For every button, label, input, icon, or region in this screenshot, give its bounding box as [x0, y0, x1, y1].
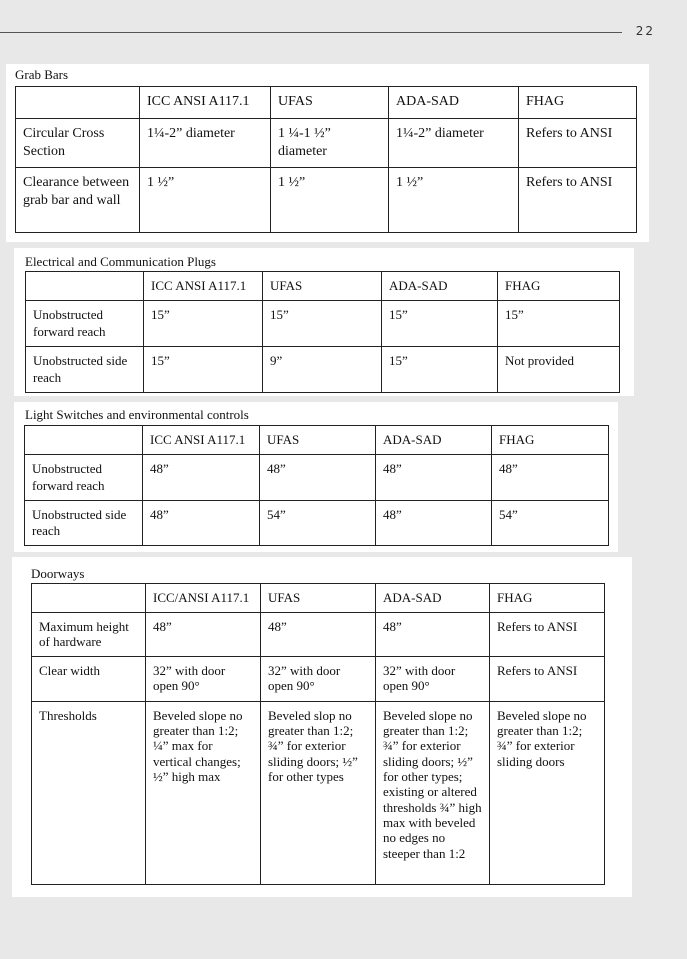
- header-cell: ADA-SAD: [389, 87, 519, 119]
- header-cell: ICC ANSI A117.1: [143, 426, 260, 455]
- row-label: Clear width: [32, 656, 146, 701]
- table-cell: 15”: [144, 301, 263, 347]
- table-cell: 32” with door open 90°: [376, 656, 490, 701]
- header-cell: [32, 584, 146, 613]
- header-cell: FHAG: [498, 272, 620, 301]
- table-cell: Refers to ANSI: [490, 656, 605, 701]
- light-switches-table: [24, 425, 609, 546]
- header-cell: ADA-SAD: [376, 426, 492, 455]
- row-label: Unobstructed forward reach: [25, 455, 143, 501]
- row-label: Unobstructed side reach: [25, 500, 143, 546]
- table-cell: Refers to ANSI: [490, 613, 605, 657]
- table-header-row: [32, 584, 605, 613]
- table-cell: 15”: [263, 301, 382, 347]
- table-cell: 48”: [376, 455, 492, 501]
- page-number: 22: [635, 24, 655, 38]
- header-cell: UFAS: [261, 584, 376, 613]
- table-cell: 9”: [263, 347, 382, 393]
- row-label: Circular Cross Section: [16, 119, 140, 168]
- table-row: [26, 347, 620, 393]
- header-cell: ICC ANSI A117.1: [140, 87, 271, 119]
- table-cell: 48”: [146, 613, 261, 657]
- table-row: [16, 119, 637, 168]
- table-cell: Beveled slope no greater than 1:2; ¾” for exterior sliding doors; ½” for other types; existing or altered thresholds ¾” high max with beveled no edges no steeper than 1:2: [376, 701, 490, 884]
- header-cell: ADA-SAD: [376, 584, 490, 613]
- table-header-row: [16, 87, 637, 119]
- table-row: [16, 168, 637, 233]
- table-cell: 32” with door open 90°: [261, 656, 376, 701]
- row-label: Thresholds: [32, 701, 146, 884]
- row-label: Unobstructed forward reach: [26, 301, 144, 347]
- doorways-table: [31, 583, 605, 885]
- header-cell: UFAS: [263, 272, 382, 301]
- table-cell: 15”: [382, 301, 498, 347]
- grab-bars-table: [15, 86, 637, 233]
- row-label: Unobstructed side reach: [26, 347, 144, 393]
- table-cell: Refers to ANSI: [519, 168, 637, 233]
- table-cell: Beveled slop no greater than 1:2; ¾” for exterior sliding doors; ½” for other types: [261, 701, 376, 884]
- table-cell: 48”: [143, 455, 260, 501]
- table-cell: Beveled slope no greater than 1:2; ¾” for exterior sliding doors: [490, 701, 605, 884]
- table-cell: 1 ¼-1 ½” diameter: [271, 119, 389, 168]
- header-cell: FHAG: [492, 426, 609, 455]
- row-label: Maximum height of hardware: [32, 613, 146, 657]
- table-cell: 48”: [143, 500, 260, 546]
- grab-bars-title: Grab Bars: [15, 67, 69, 82]
- doorways-title: Doorways: [31, 566, 85, 581]
- table-cell: 54”: [492, 500, 609, 546]
- header-cell: ICC/ANSI A117.1: [146, 584, 261, 613]
- electrical-plugs-title: Electrical and Communication Plugs: [25, 254, 216, 269]
- table-cell: 1 ½”: [271, 168, 389, 233]
- table-cell: 1 ½”: [389, 168, 519, 233]
- header-cell: FHAG: [490, 584, 605, 613]
- table-header-row: [26, 272, 620, 301]
- table-cell: 48”: [492, 455, 609, 501]
- row-label: Clearance between grab bar and wall: [16, 168, 140, 233]
- table-cell: 48”: [261, 613, 376, 657]
- table-cell: 15”: [144, 347, 263, 393]
- table-cell: 15”: [382, 347, 498, 393]
- table-cell: 54”: [260, 500, 376, 546]
- table-row: [32, 656, 605, 701]
- header-cell: [25, 426, 143, 455]
- header-cell: [16, 87, 140, 119]
- table-cell: 32” with door open 90°: [146, 656, 261, 701]
- table-row: [32, 701, 605, 884]
- table-row: [26, 301, 620, 347]
- table-header-row: [25, 426, 609, 455]
- table-cell: 48”: [260, 455, 376, 501]
- header-cell: UFAS: [260, 426, 376, 455]
- table-row: [32, 613, 605, 657]
- table-row: [25, 500, 609, 546]
- table-cell: 1 ½”: [140, 168, 271, 233]
- table-cell: 15”: [498, 301, 620, 347]
- light-switches-title: Light Switches and environmental controls: [25, 407, 249, 422]
- table-cell: 48”: [376, 500, 492, 546]
- header-cell: ICC ANSI A117.1: [144, 272, 263, 301]
- table-cell: Refers to ANSI: [519, 119, 637, 168]
- table-cell: 48”: [376, 613, 490, 657]
- header-cell: ADA-SAD: [382, 272, 498, 301]
- table-row: [25, 455, 609, 501]
- table-cell: Beveled slope no greater than 1:2; ¼” max for vertical changes; ½” high max: [146, 701, 261, 884]
- table-cell: Not provided: [498, 347, 620, 393]
- header-cell: UFAS: [271, 87, 389, 119]
- table-cell: 1¼-2” diameter: [389, 119, 519, 168]
- electrical-plugs-table: [25, 271, 620, 393]
- table-cell: 1¼-2” diameter: [140, 119, 271, 168]
- header-cell: [26, 272, 144, 301]
- header-cell: FHAG: [519, 87, 637, 119]
- header-rule: [0, 32, 622, 33]
